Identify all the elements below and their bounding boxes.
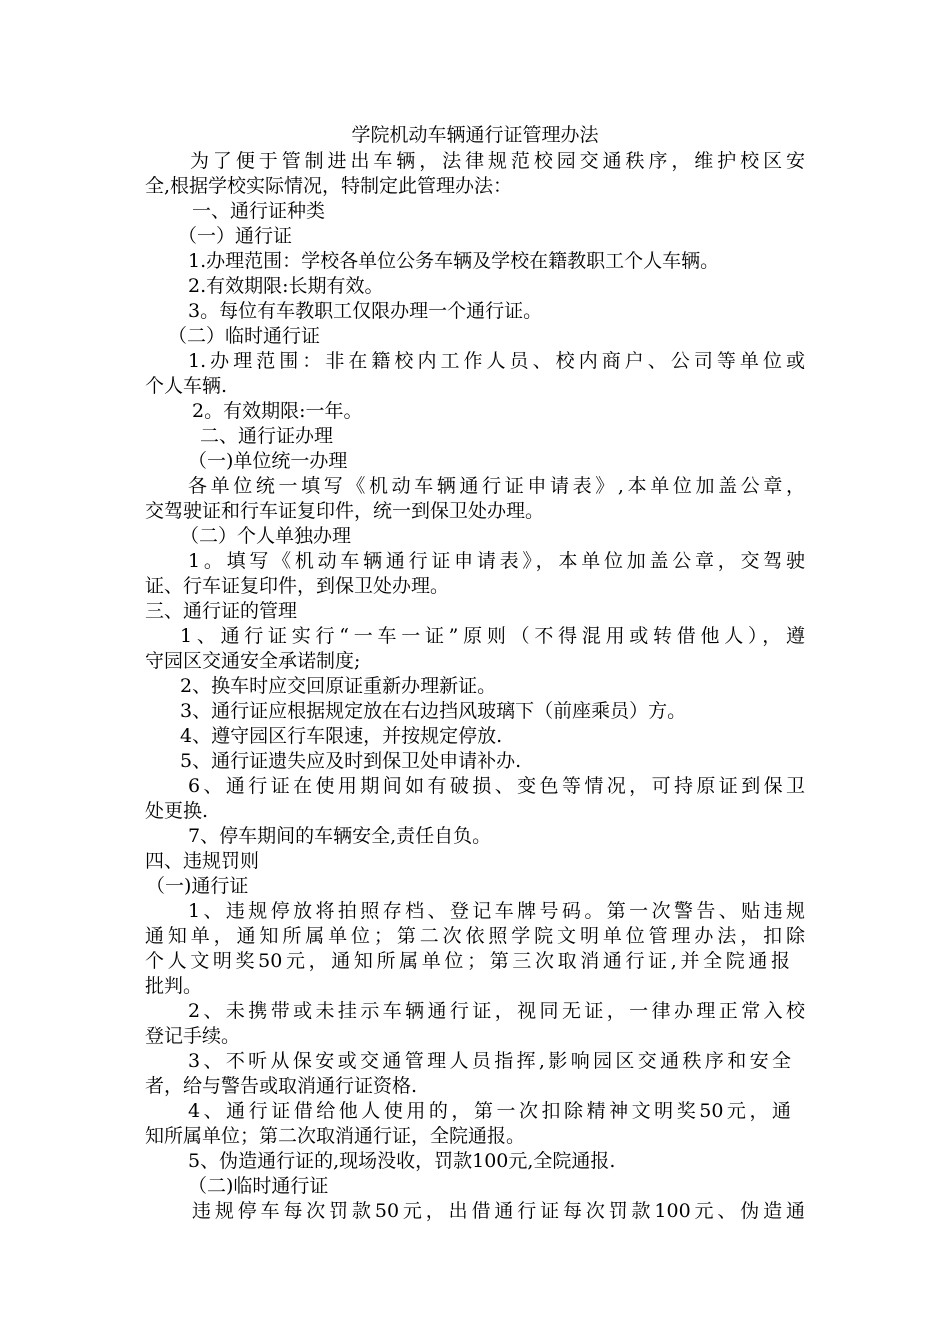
paragraph-line: 证、行车证复印件，到保卫处办理。 <box>145 575 450 597</box>
paragraph-line: 个人车辆. <box>145 375 228 397</box>
document-title: 学院机动车辆通行证管理办法 <box>351 124 599 146</box>
paragraph-line: 处更换. <box>145 800 209 822</box>
paragraph-line: 个人文明奖50元，通知所属单位；第三次取消通行证,并全院通报 <box>145 950 790 972</box>
subsection-heading: （一）通行证 <box>178 225 293 247</box>
paragraph-line: 5、通行证遗失应及时到保卫处申请补办. <box>180 750 522 772</box>
paragraph-line: 者，给与警告或取消通行证资格. <box>145 1075 418 1097</box>
paragraph-line: 3、不听从保安或交通管理人员指挥,影响园区交通秩序和安全 <box>188 1050 791 1072</box>
paragraph-line: 2.有效期限:长期有效。 <box>188 275 384 297</box>
section-heading: 二、通行证办理 <box>200 425 334 447</box>
section-heading: 四、违规罚则 <box>145 850 260 872</box>
paragraph-line: 1。填写《机动车辆通行证申请表》，本单位加盖公章，交驾驶 <box>188 550 805 572</box>
paragraph-line: 1、违规停放将拍照存档、登记车牌号码。第一次警告、贴违规 <box>188 900 805 922</box>
paragraph-line: 3、通行证应根据规定放在右边挡风玻璃下（前座乘员）方。 <box>180 700 687 722</box>
paragraph-line: 1.办理范围：非在籍校内工作人员、校内商户、公司等单位或 <box>188 350 805 372</box>
paragraph-line: 5、伪造通行证的,现场没收，罚款100元,全院通报. <box>188 1150 616 1172</box>
section-heading: 三、通行证的管理 <box>145 600 298 622</box>
paragraph-line: 4、通行证借给他人使用的，第一次扣除精神文明奖50元，通 <box>188 1100 791 1122</box>
section-heading: 一、通行证种类 <box>192 200 326 222</box>
paragraph-line: 1.办理范围：学校各单位公务车辆及学校在籍教职工个人车辆。 <box>188 250 720 272</box>
paragraph-line: 交驾驶证和行车证复印件，统一到保卫处办理。 <box>145 500 545 522</box>
paragraph-line: 违规停车每次罚款50元，出借通行证每次罚款100元、伪造通 <box>192 1200 805 1222</box>
paragraph-line: 7、停车期间的车辆安全,责任自负。 <box>188 825 492 847</box>
paragraph-line: 通知单，通知所属单位；第二次依照学院文明单位管理办法，扣除 <box>145 925 805 947</box>
paragraph-line: 为了便于管制进出车辆，法律规范校园交通秩序，维护校区安 <box>190 150 805 172</box>
subsection-heading: （二）临时通行证 <box>168 325 321 347</box>
paragraph-line: 3。每位有车教职工仅限办理一个通行证。 <box>188 300 543 322</box>
subsection-heading: （一)通行证 <box>146 875 249 897</box>
subsection-heading: （二)临时通行证 <box>188 1175 329 1197</box>
paragraph-line: 守园区交通安全承诺制度; <box>145 650 361 672</box>
paragraph-line: 批判。 <box>145 975 203 997</box>
paragraph-line: 1、通行证实行“一车一证”原则（不得混用或转借他人），遵 <box>180 625 805 647</box>
paragraph-line: 各单位统一填写《机动车辆通行证申请表》,本单位加盖公章， <box>188 475 805 497</box>
paragraph-line: 2。有效期限:一年。 <box>192 400 363 422</box>
paragraph-line: 2、换车时应交回原证重新办理新证。 <box>180 675 497 697</box>
paragraph-line: 2、未携带或未挂示车辆通行证，视同无证，一律办理正常入校 <box>188 1000 805 1022</box>
subsection-heading: （一)单位统一办理 <box>188 450 348 472</box>
paragraph-line: 知所属单位；第二次取消通行证，全院通报。 <box>145 1125 526 1147</box>
paragraph-line: 4、遵守园区行车限速，并按规定停放. <box>180 725 503 747</box>
paragraph-line: 登记手续。 <box>145 1025 241 1047</box>
subsection-heading: （二）个人单独办理 <box>180 525 352 547</box>
paragraph-line: 6、通行证在使用期间如有破损、变色等情况，可持原证到保卫 <box>188 775 805 797</box>
paragraph-line: 全,根据学校实际情况，特制定此管理办法： <box>145 175 513 197</box>
